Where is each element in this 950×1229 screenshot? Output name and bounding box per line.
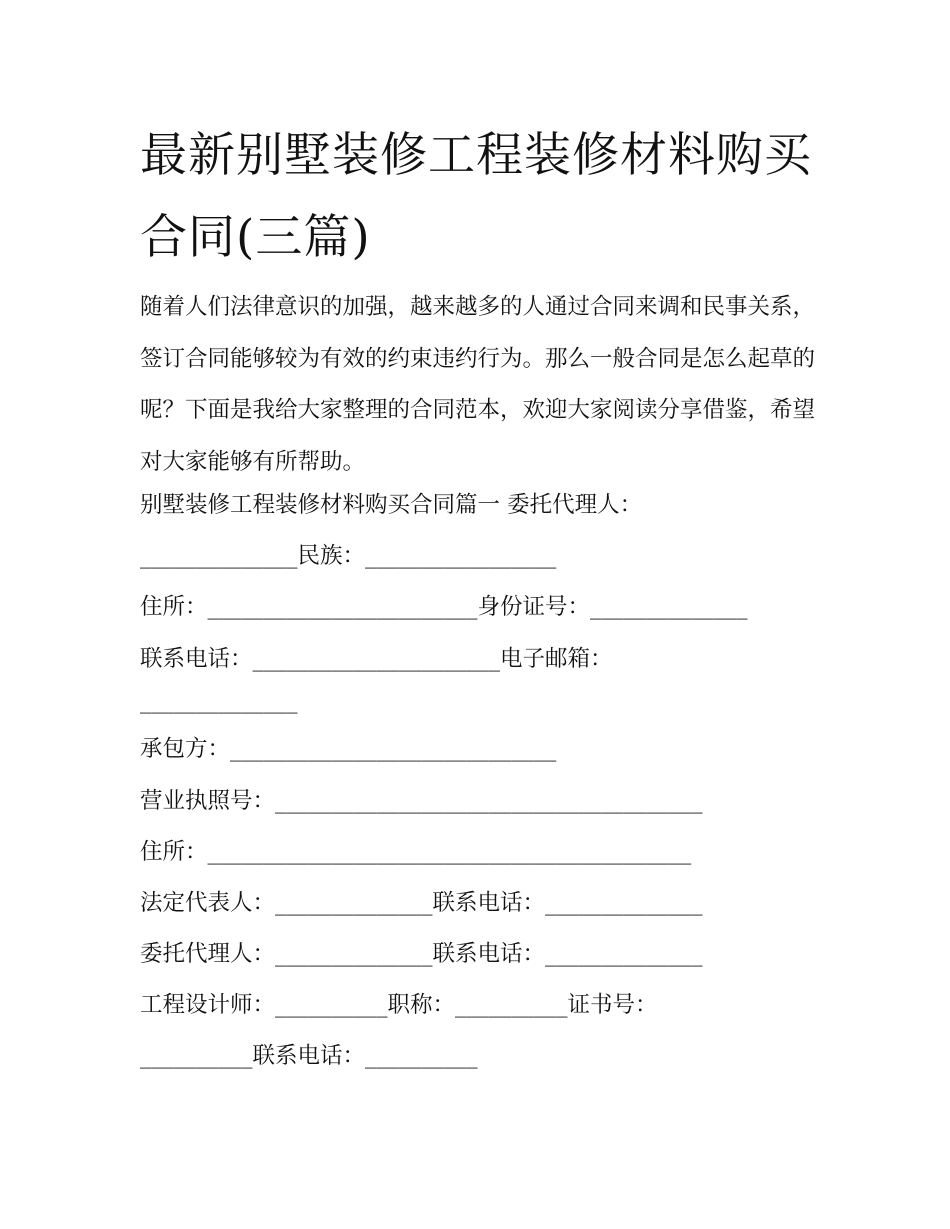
form-line-legal-representative: 法定代表人：______________联系电话：______________ — [140, 890, 703, 916]
form-line-business-license: 营业执照号：______________________________________ — [140, 788, 703, 814]
form-line-email-blank: ______________ — [140, 688, 298, 714]
form-line-address: 住所：___________________________________________ — [140, 839, 692, 865]
form-line-address-id: 住所：________________________身份证号：______________ — [140, 594, 748, 620]
section-heading-line: 别墅装修工程装修材料购买合同篇一 委托代理人： — [140, 492, 643, 518]
form-line-phone-email: 联系电话：______________________电子邮箱： — [140, 646, 613, 672]
form-line-agent: 委托代理人：______________联系电话：______________ — [140, 941, 703, 967]
form-line-designer-phone: __________联系电话：__________ — [140, 1043, 478, 1069]
document-title: 最新别墅装修工程装修材料购买合同(三篇) — [140, 128, 812, 265]
intro-paragraph: 随着人们法律意识的加强，越来越多的人通过合同来调和民事关系，签订合同能够较为有效的约束违约行为。那么一般合同是怎么起草的呢？下面是我给大家整理的合同范本，欢迎大家阅读分享借鉴，希望对大家能够有所帮助。 — [140, 294, 816, 475]
form-line-designer: 工程设计师：__________职称：__________证书号： — [140, 992, 658, 1018]
form-line-ethnicity: ______________民族：_________________ — [140, 543, 557, 569]
form-line-contractor: 承包方：_____________________________ — [140, 736, 557, 762]
